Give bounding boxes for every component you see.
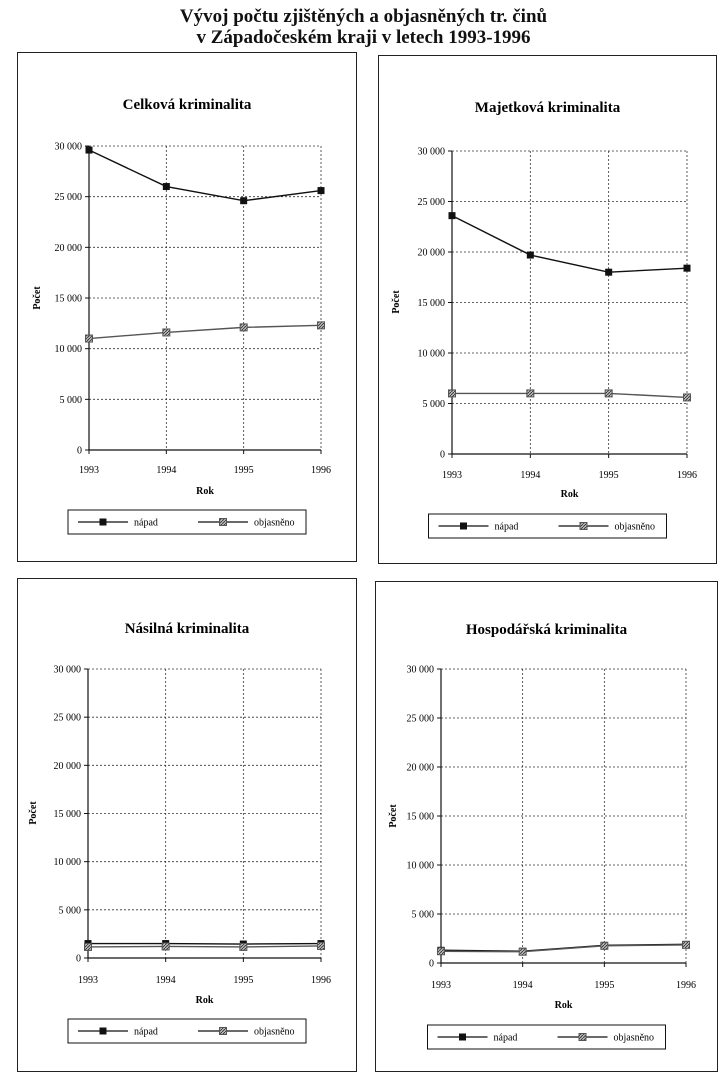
series-line xyxy=(452,393,687,397)
chart-nasilna xyxy=(18,579,356,1071)
legend-label: objasněno xyxy=(254,517,295,529)
data-point xyxy=(605,269,612,276)
y-tick-label: 5 000 xyxy=(422,399,445,410)
legend-marker xyxy=(460,523,467,530)
data-point xyxy=(85,943,92,950)
chart-title: Majetková kriminalita xyxy=(474,100,621,116)
data-point xyxy=(240,943,247,950)
page-title-line-1: Vývoj počtu zjištěných a objasněných tr. činů xyxy=(179,6,548,27)
chart-title: Hospodářská kriminalita xyxy=(465,622,628,638)
x-axis-label: Rok xyxy=(554,1000,573,1011)
legend-marker xyxy=(220,519,227,526)
x-axis-label: Rok xyxy=(195,995,214,1006)
y-tick-label: 0 xyxy=(77,445,82,457)
x-tick-label: 1995 xyxy=(233,975,254,986)
data-point xyxy=(519,948,526,955)
legend-label: objasněno xyxy=(254,1026,295,1038)
series-line xyxy=(452,216,687,273)
series-napad xyxy=(438,941,690,955)
series-objasneno xyxy=(438,941,690,955)
legend-marker xyxy=(220,1028,227,1035)
data-point xyxy=(438,948,445,955)
series-line xyxy=(89,325,321,338)
data-point xyxy=(605,390,612,397)
data-point xyxy=(240,197,247,204)
y-tick-label: 30 000 xyxy=(54,141,82,153)
series-objasneno xyxy=(86,322,325,342)
legend-marker xyxy=(459,1034,466,1041)
legend-marker xyxy=(100,519,107,526)
legend xyxy=(429,514,667,538)
x-tick-label: 1994 xyxy=(512,980,533,991)
legend xyxy=(68,1019,306,1043)
x-tick-label: 1995 xyxy=(233,465,254,476)
x-tick-label: 1996 xyxy=(311,465,331,476)
legend-label: nápad xyxy=(494,521,519,533)
y-tick-label: 10 000 xyxy=(417,348,445,360)
x-tick-label: 1996 xyxy=(676,980,696,991)
x-axis-label: Rok xyxy=(560,489,579,500)
legend xyxy=(68,510,306,534)
chart-celkova xyxy=(18,53,356,561)
data-point xyxy=(318,187,325,194)
page-title-line-2: v Západočeském kraji v letech 1993-1996 xyxy=(196,27,531,48)
y-tick-label: 0 xyxy=(440,449,445,461)
x-tick-label: 1995 xyxy=(598,470,619,481)
page-title xyxy=(0,6,727,48)
series-line xyxy=(88,946,321,947)
y-axis-label: Počet xyxy=(28,801,39,825)
legend-label: objasněno xyxy=(614,521,656,533)
data-point xyxy=(318,942,325,949)
data-point xyxy=(318,322,325,329)
legend-marker xyxy=(579,1034,586,1041)
y-tick-label: 20 000 xyxy=(54,242,82,254)
x-tick-label: 1993 xyxy=(78,975,98,986)
x-tick-label: 1994 xyxy=(520,470,541,481)
chart-title: Násilná kriminalita xyxy=(124,621,250,637)
data-point xyxy=(86,147,93,154)
x-axis-label: Rok xyxy=(196,486,214,497)
x-tick-label: 1993 xyxy=(79,465,99,476)
legend xyxy=(428,1025,666,1049)
data-point xyxy=(683,941,690,948)
legend-marker xyxy=(100,1028,107,1035)
legend-label: nápad xyxy=(134,1026,158,1038)
y-axis-label: Počet xyxy=(32,286,43,310)
y-tick-label: 30 000 xyxy=(417,146,445,158)
y-tick-label: 10 000 xyxy=(406,860,434,872)
data-point xyxy=(684,265,691,272)
y-tick-label: 15 000 xyxy=(54,293,82,305)
data-point xyxy=(527,390,534,397)
x-tick-label: 1993 xyxy=(442,470,462,481)
y-tick-label: 5 000 xyxy=(58,905,81,917)
y-tick-label: 25 000 xyxy=(54,192,82,204)
y-tick-label: 20 000 xyxy=(417,247,445,259)
data-point xyxy=(163,329,170,336)
chart-majetkova xyxy=(379,56,716,563)
data-point xyxy=(86,335,93,342)
y-tick-label: 30 000 xyxy=(53,664,81,676)
chart-panel-nasilna xyxy=(17,578,357,1072)
legend-label: objasněno xyxy=(613,1032,655,1044)
x-tick-label: 1996 xyxy=(677,470,697,481)
y-tick-label: 15 000 xyxy=(53,809,81,820)
x-tick-label: 1994 xyxy=(156,465,177,476)
y-tick-label: 10 000 xyxy=(54,344,82,356)
data-point xyxy=(449,390,456,397)
y-tick-label: 0 xyxy=(76,953,81,965)
y-tick-label: 20 000 xyxy=(406,762,434,774)
chart-title: Celková kriminalita xyxy=(122,97,252,113)
chart-hospodarska xyxy=(376,582,717,1071)
data-point xyxy=(527,252,534,259)
data-point xyxy=(240,324,247,331)
y-axis-label: Počet xyxy=(388,804,399,828)
y-tick-label: 30 000 xyxy=(406,664,434,676)
chart-panel-majetkova xyxy=(378,55,717,564)
data-point xyxy=(601,942,608,949)
y-tick-label: 10 000 xyxy=(53,857,81,869)
data-point xyxy=(162,943,169,950)
x-tick-label: 1995 xyxy=(594,980,615,991)
legend-label: nápad xyxy=(134,517,158,529)
y-tick-label: 20 000 xyxy=(53,760,81,772)
y-tick-label: 5 000 xyxy=(59,394,82,406)
x-tick-label: 1996 xyxy=(311,975,331,986)
y-axis-label: Počet xyxy=(391,290,402,314)
y-tick-label: 25 000 xyxy=(53,712,81,724)
chart-panel-celkova xyxy=(17,52,357,562)
data-point xyxy=(684,394,691,401)
y-tick-label: 5 000 xyxy=(411,909,434,921)
y-tick-label: 25 000 xyxy=(417,197,445,208)
y-tick-label: 15 000 xyxy=(406,811,434,823)
chart-panel-hospodarska xyxy=(375,581,718,1072)
series-objasneno xyxy=(449,390,691,401)
data-point xyxy=(163,183,170,190)
series-napad xyxy=(86,147,325,205)
series-line xyxy=(89,150,321,201)
legend-marker xyxy=(580,523,587,530)
series-napad xyxy=(449,212,691,276)
y-tick-label: 25 000 xyxy=(406,713,434,725)
y-tick-label: 0 xyxy=(429,958,434,970)
legend-label: nápad xyxy=(493,1032,518,1044)
y-tick-label: 15 000 xyxy=(417,298,445,309)
data-point xyxy=(449,212,456,219)
x-tick-label: 1994 xyxy=(155,975,176,986)
x-tick-label: 1993 xyxy=(431,980,451,991)
